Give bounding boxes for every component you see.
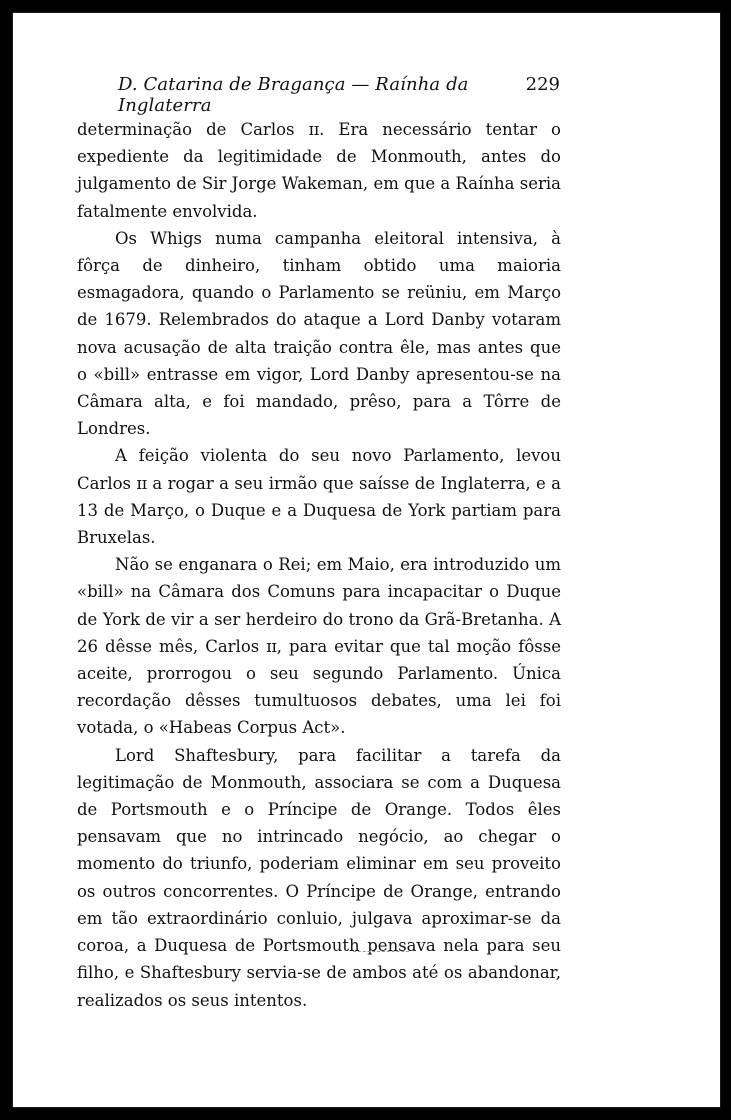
running-header xyxy=(113,71,560,116)
end-ornament xyxy=(353,951,409,952)
book-page xyxy=(12,12,721,1108)
page-number: 229 xyxy=(525,74,560,95)
paragraph-1: determinação de Carlos ɪɪ. Era necessário tentar o expediente da legitimidade de Monmouth, antes do julgamento de Sir Jorge Wakeman, em que a Raínha seria fatalmente envolvida. xyxy=(77,120,561,221)
running-title: D. Catarina de Bragança — Raínha da Inglaterra xyxy=(118,74,469,116)
paragraph-5: Lord Shaftesbury, para facilitar a tarefa da legitimação de Monmouth, associara se com a Duquesa de Portsmouth e o Príncipe de Orange. Todos êles pensavam que no intrincado negócio, ao chegar o momento do triunfo, poderiam eliminar em seu proveito os outros concorrentes. O Príncipe de Orange, entrando em tão extraordinário conluio, julgava aproximar-se da coroa, a Duquesa de Portsmouth pensava nela para seu filho, e Shaftesbury servia-se de ambos até os abandonar, realizados os seus intentos. xyxy=(77,745,561,1010)
paragraph-4: Não se enganara o Rei; em Maio, era introduzido um «bill» na Câmara dos Comuns para incapacitar o Duque de York de vir a ser herdeiro do trono da Grã-Bretanha. A 26 dêsse mês, Carlos ɪɪ, para evitar que tal moção fôsse aceite, prorrogou o seu segundo Parlamento. Única recordação dêsses tumultuosos debates, uma lei foi votada, o «Habeas Corpus Act». xyxy=(77,555,561,738)
paragraph-2: Os Whigs numa campanha eleitoral intensiva, à fôrça de dinheiro, tinham obtido uma maioria esmagadora, quando o Parlamento se reüniu, em Março de 1679. Relembrados do ataque a Lord Danby votaram nova acusação de alta traição contra êle, mas antes que o «bill» entrasse em vigor, Lord Danby apresentou-se na Câmara alta, e foi mandado, prêso, para a Tôrre de Londres. xyxy=(77,228,561,439)
body-text xyxy=(77,116,561,1014)
paragraph-3: A feição violenta do seu novo Parlamento, levou Carlos ɪɪ a rogar a seu irmão que saísse de Inglaterra, e a 13 de Março, o Duque e a Duquesa de York partiam para Bruxelas. xyxy=(77,446,561,548)
